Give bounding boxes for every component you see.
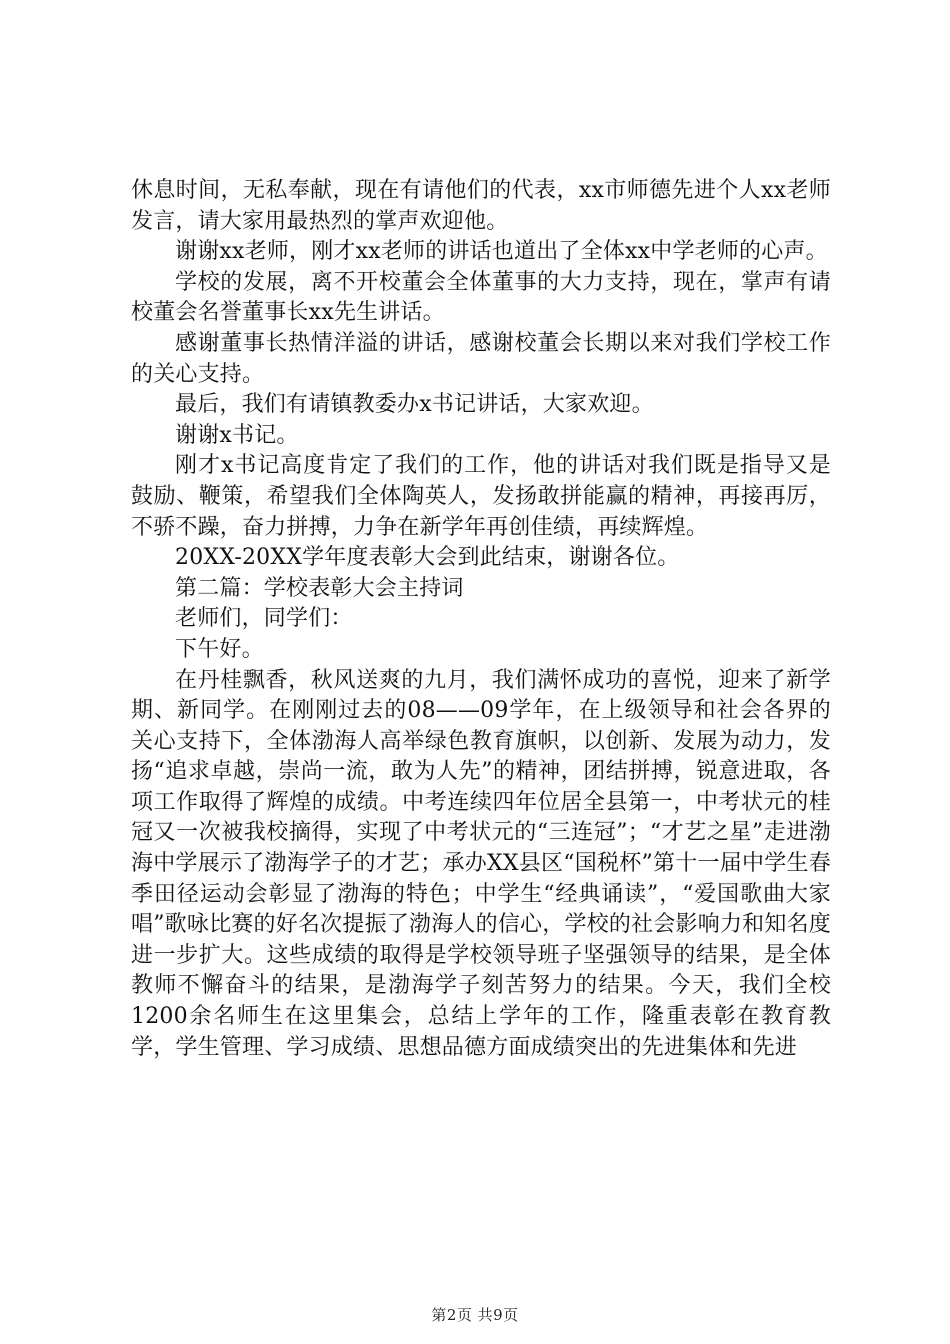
paragraph-7: 刚才x书记高度肯定了我们的工作，他的讲话对我们既是指导又是鼓励、鞭策，希望我们全体陶英人，发扬敢拼能赢的精神，再接再厉，不骄不躁，奋力拼搏，力争在新学年再创佳绩，再续辉煌。 [131, 453, 831, 540]
paragraph-2: 谢谢xx老师，刚才xx老师的讲话也道出了全体xx中学老师的心声。 [175, 239, 828, 265]
paragraph-3: 学校的发展，离不开校董会全体董事的大力支持，现在，掌声有请校董会名誉董事长xx先生讲话。 [131, 269, 831, 326]
greeting: 下午好。 [175, 636, 264, 662]
paragraph-6: 谢谢x书记。 [175, 422, 299, 448]
paragraph-5: 最后，我们有请镇教委办x书记讲话，大家欢迎。 [175, 392, 654, 418]
page-number: 第2页 共9页 [431, 1306, 519, 1324]
paragraph-main: 在丹桂飘香，秋风送爽的九月，我们满怀成功的喜悦，迎来了新学期、新同学。在刚刚过去的08——09学年，在上级领导和社会各界的关心支持下，全体渤海人高举绿色教育旗帜，以创新、发展为动力，发扬“追求卓越，崇尚一流，敢为人先”的精神，团结拼搏，锐意进取，各项工作取得了辉煌的成绩。中考连续四年位居全县第一，中考状元的桂冠又一次被我校摘得，实现了中考状元的“三连冠”；“才艺之星”走进渤海中学展示了渤海学子的才艺；承办XX县区“国税杯”第十一届中学生春季田径运动会彰显了渤海的特色；中学生“经典诵读”，“爱国歌曲大家唱”歌咏比赛的好名次提振了渤海人的信心，学校的社会影响力和知名度进一步扩大。这些成绩的取得是学校领导班子坚强领导的结果，是全体教师不懈奋斗的结果，是渤海学子刻苦努力的结果。今天，我们全校1200余名师生在这里集会，总结上学年的工作，隆重表彰在教育教学，学生管理、学习成绩、思想品德方面成绩突出的先进集体和先进 [131, 667, 831, 1060]
document-body [131, 176, 831, 1063]
paragraph-8: 20XX-20XX学年度表彰大会到此结束，谢谢各位。 [175, 545, 680, 571]
paragraph-4: 感谢董事长热情洋溢的讲话，感谢校董会长期以来对我们学校工作的关心支持。 [131, 330, 831, 387]
paragraph-1: 休息时间，无私奉献，现在有请他们的代表，xx市师德先进个人xx老师发言，请大家用最热烈的掌声欢迎他。 [131, 178, 831, 234]
salutation: 老师们，同学们： [175, 606, 353, 632]
section-heading: 第二篇：学校表彰大会主持词 [175, 575, 464, 601]
